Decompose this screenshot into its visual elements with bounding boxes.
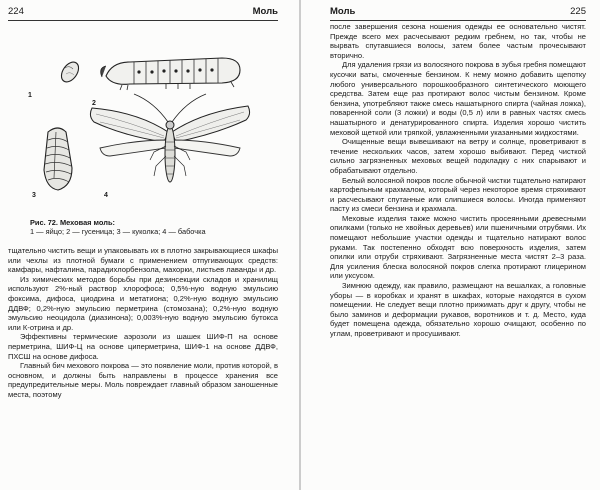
left-paragraph: Главный бич мехового покрова — это появление моли, против которой, в основном, и должны быть направлены в процессе хранения все предупредительные меры. Моль повреждает главный образом заношенные места, поэтому	[8, 361, 278, 399]
moth-illustration	[26, 28, 266, 216]
caterpillar-drawing	[101, 58, 240, 90]
right-running-title: Моль	[330, 6, 356, 17]
left-paragraph: Эффективны термические аэрозоли из шашек ШИФ-П на основе перметрина, ШИФ-Ц на основе циперметрина, ШИФ-1 на основе ДДВФ, ПХСШ на основе дифоса.	[8, 332, 278, 361]
right-page-body	[330, 22, 586, 339]
egg-drawing	[58, 59, 82, 85]
right-paragraph: Белый волосяной покров после обычной чистки тщательно натирают картофельным крахмалом, который через некоторое время стряхивают и расчесывают спутанные или слипшиеся волосы. Иногда применяют пасту из смеси бензина и крахмала.	[330, 175, 586, 214]
figure-label-3: 3	[32, 192, 36, 199]
right-paragraph: Зимнюю одежду, как правило, размещают на вешалках, а головные уборы — в коробках и хранят в шкафах, которые находятся в сухом помещении. Не следует вещи плотно прижимать друг к другу, чтобы не было заминов и деформации рукавов, воротников и т. д. Место, куда будет помещена одежда, обязательно хорошо очищают, особенно по углам, проветривают и просушивают.	[330, 281, 586, 338]
right-paragraph: после завершения сезона ношения одежды ее основательно чистят. Прежде всего мех расчесывают редким гребнем, но так, чтобы не вырвать спутавшиеся волосы, затем более частым прочесывают вторично.	[330, 22, 586, 60]
right-paragraph: Очищенные вещи вывешивают на ветру и солнце, проветривают в течение нескольких часов, затем хорошо выбивают. Перед чисткой сильно загрязненных меховых вещей подкладку с них спарывают и обрабатывают отдельно.	[330, 137, 586, 175]
right-page-number: 225	[570, 6, 586, 17]
right-paragraph: Для удаления грязи из волосяного покрова в зубья гребня помещают кусочки ваты, смоченные бензином. К нему можно добавить щепотку любого универсального порошкообразного синтетического моющего средства. Затем еще раз протирают волос чистым бензином. Кроме бензина, употребляют также смесь нашатырного спирта (чайная ложка), поваренной соли (3 ложки) и воды (0,5 л) или в равных частях смесь нашатырного и денатурированного спирта. Изделия хорошо чистить меховой щеткой или тряпкой, увлажненными указанными жидкостями.	[330, 60, 586, 137]
left-paragraph: Из химических методов борьбы при дезинсекции складов и хранилищ используют 2%-ный раствор хлорофоса; 0,5%-ную водную эмульсию фоксима, дифоса, циодрина и метатиона; 0,2%-ную водную эмульсию ДДВФ; 0,2%-ную эмульсию перметрина (стомозана); 0,2%-ную водную эмульсию неоцидола (диазинона); 0,003%-ную водную эмульсию бутокса или К-отрина и др.	[8, 274, 278, 332]
left-paragraph: тщательно чистить вещи и упаковывать их в плотно закрывающиеся шкафы или чехлы из плотной бумаги с применением отпугивающих средств: камфары, нафталина, парадихлорбензола, махорки, листьев лаванды и др.	[8, 246, 278, 275]
left-page-body	[8, 246, 278, 400]
figure-caption-title: Рис. 72. Меховая моль:	[30, 218, 115, 227]
figure-caption-text: 1 — яйцо; 2 — гусеница; 3 — куколка; 4 — бабочка	[30, 227, 206, 236]
moth-figure	[26, 28, 266, 216]
adult-moth-drawing	[90, 94, 249, 182]
left-running-title: Моль	[252, 6, 278, 17]
right-header-rule	[330, 20, 586, 21]
right-page	[300, 0, 600, 490]
left-page-number: 224	[8, 6, 24, 17]
figure-label-2: 2	[92, 100, 96, 107]
right-paragraph: Меховые изделия также можно чистить просеянными древесными опилками (только не хвойных деревьев) или пшеничными отрубями. Их помещают небольшие участки одежды и тщательно натирают волос руками. Так постепенно обходят всю поверхность изделия, затем опилки или отруби стряхивают. Загрязненные места чистят 2–3 раза. Для усиления блеска волосяной покров слегка протирают глицерином или уксусом.	[330, 213, 586, 281]
right-page-header	[330, 6, 586, 20]
left-header-rule	[8, 20, 278, 21]
figure-label-1: 1	[28, 92, 32, 99]
figure-caption	[30, 218, 280, 236]
figure-label-4: 4	[104, 192, 108, 199]
left-page-header	[8, 6, 278, 20]
pupa-drawing	[44, 128, 72, 190]
